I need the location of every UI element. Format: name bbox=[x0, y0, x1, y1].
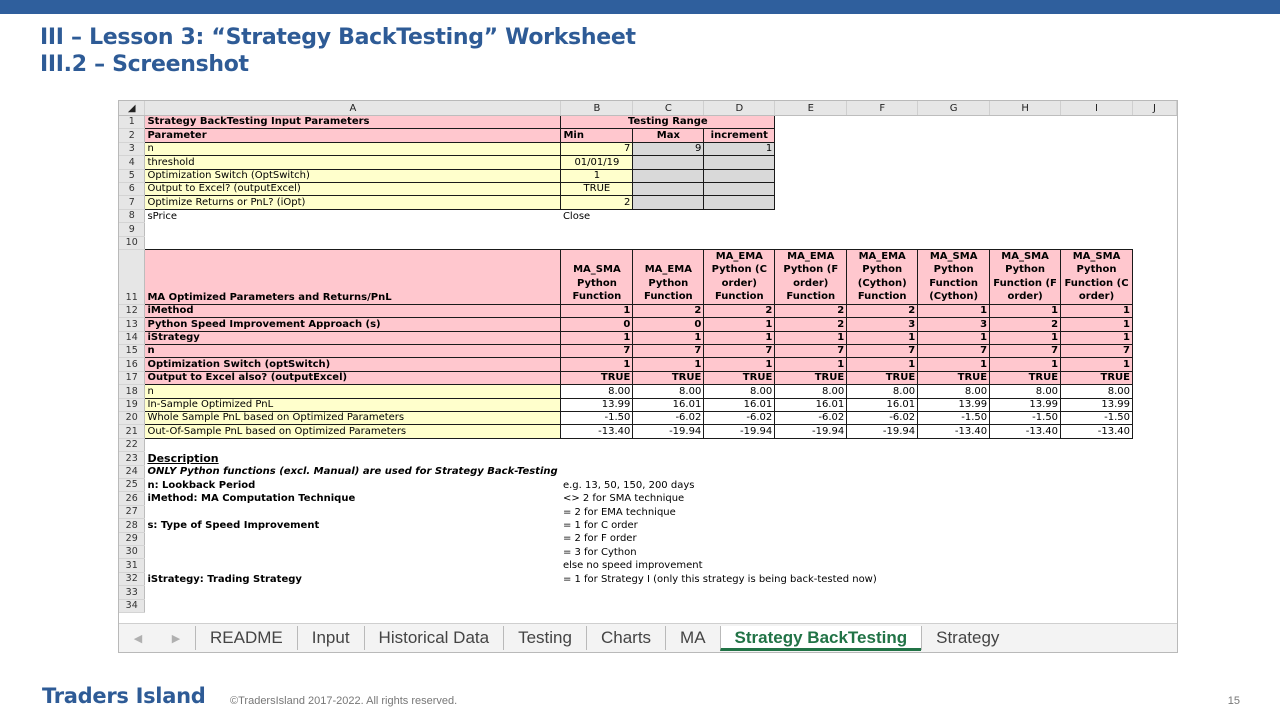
cell[interactable]: 1 bbox=[918, 331, 990, 344]
cell[interactable]: Min bbox=[561, 129, 633, 142]
sheet-row bbox=[119, 249, 1177, 304]
cell[interactable]: TRUE bbox=[561, 182, 633, 195]
sheet-row bbox=[119, 129, 1177, 142]
row-header[interactable]: 23 bbox=[119, 452, 145, 465]
cell[interactable] bbox=[145, 559, 561, 572]
cell[interactable]: = 3 for Cython bbox=[562, 546, 637, 558]
cell[interactable]: n bbox=[145, 345, 561, 358]
row-header[interactable]: 28 bbox=[119, 519, 145, 532]
cell[interactable]: 1 bbox=[561, 331, 633, 344]
row-header[interactable]: 2 bbox=[119, 129, 145, 142]
cell[interactable]: 7 bbox=[918, 345, 990, 358]
row-header[interactable]: 5 bbox=[119, 169, 145, 182]
cell[interactable]: MA_EMA Python (Cython) Function bbox=[847, 249, 918, 304]
sheet-row bbox=[119, 304, 1177, 317]
cell[interactable]: 7 bbox=[561, 345, 633, 358]
sheet-row bbox=[119, 385, 1177, 398]
brand-logo-text: Traders Island bbox=[42, 684, 206, 708]
cell[interactable]: -19.94 bbox=[775, 425, 847, 438]
row-header[interactable]: 24 bbox=[119, 465, 145, 478]
sheet-row bbox=[119, 478, 1177, 491]
row-header[interactable]: 27 bbox=[119, 505, 145, 518]
cell[interactable]: = 1 for C order bbox=[562, 520, 638, 532]
sheet-row bbox=[119, 358, 1177, 371]
tab-ma[interactable]: MA bbox=[665, 626, 720, 650]
cell[interactable]: Optimization Switch (OptSwitch) bbox=[145, 169, 561, 182]
cell[interactable]: 1 bbox=[633, 358, 704, 371]
column-header[interactable]: C bbox=[633, 101, 704, 116]
tab-readme[interactable]: README bbox=[195, 626, 297, 650]
row-header[interactable]: 14 bbox=[119, 331, 145, 344]
cell[interactable]: -19.94 bbox=[847, 425, 918, 438]
column-header-row bbox=[119, 101, 1177, 116]
sheet-row bbox=[119, 156, 1177, 169]
cell[interactable]: s: Type of Speed Improvement bbox=[147, 520, 320, 532]
cell[interactable]: 7 bbox=[633, 345, 704, 358]
cell[interactable]: 1 bbox=[847, 358, 918, 371]
cell[interactable]: -13.40 bbox=[990, 425, 1061, 438]
cell[interactable]: Optimize Returns or PnL? (iOpt) bbox=[145, 196, 561, 209]
cell[interactable]: Out-Of-Sample PnL based on Optimized Parameters bbox=[145, 425, 561, 438]
cell[interactable]: -13.40 bbox=[918, 425, 990, 438]
cell[interactable]: 8.00 bbox=[561, 385, 633, 398]
cell[interactable]: = 2 for EMA technique bbox=[562, 506, 676, 518]
cell[interactable]: 13.99 bbox=[561, 398, 633, 411]
tab-strategy-backtesting[interactable]: Strategy BackTesting bbox=[720, 626, 922, 651]
cell[interactable]: iStrategy: Trading Strategy bbox=[147, 573, 302, 585]
cell[interactable]: 1 bbox=[704, 142, 775, 155]
cell[interactable]: MA_SMA Python Function (F order) bbox=[990, 249, 1061, 304]
cell[interactable]: MA_SMA Python Function (C order) bbox=[1061, 249, 1133, 304]
slide-title: III – Lesson 3: “Strategy BackTesting” Worksheet bbox=[40, 25, 636, 50]
cell[interactable]: 2 bbox=[633, 304, 704, 317]
cell[interactable]: 13.99 bbox=[918, 398, 990, 411]
cell[interactable]: 8.00 bbox=[704, 385, 775, 398]
column-header[interactable]: D bbox=[704, 101, 775, 116]
row-header[interactable]: 10 bbox=[119, 236, 145, 249]
cell[interactable]: -6.02 bbox=[847, 412, 918, 425]
row-header[interactable]: 32 bbox=[119, 572, 145, 585]
sheet-row bbox=[119, 142, 1177, 155]
cell[interactable]: n bbox=[145, 142, 561, 155]
sheet-row bbox=[119, 209, 1177, 222]
copyright-notice: ©TradersIsland 2017-2022. All rights reserved. bbox=[230, 695, 458, 707]
cell[interactable]: n bbox=[145, 385, 561, 398]
cell[interactable]: 7 bbox=[775, 345, 847, 358]
row-header[interactable]: 18 bbox=[119, 385, 145, 398]
cell[interactable]: Python Speed Improvement Approach (s) bbox=[145, 318, 561, 331]
sheet-tab-bar bbox=[119, 623, 1177, 652]
cell[interactable]: 0 bbox=[633, 318, 704, 331]
sheet-row bbox=[119, 116, 1177, 129]
cell[interactable]: -13.40 bbox=[561, 425, 633, 438]
sheet-row bbox=[119, 505, 1177, 518]
sheet-row bbox=[119, 196, 1177, 209]
cell[interactable]: 1 bbox=[918, 304, 990, 317]
cell[interactable]: -13.40 bbox=[1061, 425, 1133, 438]
row-header[interactable]: 13 bbox=[119, 318, 145, 331]
slide-subtitle: III.2 – Screenshot bbox=[40, 52, 249, 77]
cell[interactable]: iMethod bbox=[145, 304, 561, 317]
cell[interactable] bbox=[145, 545, 561, 558]
row-header[interactable]: 25 bbox=[119, 478, 145, 491]
cell[interactable]: Testing Range bbox=[561, 116, 775, 129]
cell[interactable]: Output to Excel also? (outputExcel) bbox=[145, 371, 561, 384]
row-header[interactable]: 21 bbox=[119, 425, 145, 438]
cell[interactable]: TRUE bbox=[775, 371, 847, 384]
sheet-row bbox=[119, 345, 1177, 358]
sheet-row bbox=[119, 236, 1177, 249]
cell[interactable]: TRUE bbox=[1061, 371, 1133, 384]
cell[interactable] bbox=[633, 196, 704, 209]
column-header[interactable]: F bbox=[847, 101, 918, 116]
cell[interactable]: 1 bbox=[704, 318, 775, 331]
column-header[interactable]: H bbox=[990, 101, 1061, 116]
cell[interactable] bbox=[633, 156, 704, 169]
cell[interactable]: 2 bbox=[775, 304, 847, 317]
tab-testing[interactable]: Testing bbox=[503, 626, 586, 650]
cell[interactable]: 1 bbox=[775, 331, 847, 344]
cell[interactable]: 1 bbox=[561, 169, 633, 182]
cell[interactable]: 1 bbox=[633, 331, 704, 344]
cell[interactable]: 1 bbox=[990, 358, 1061, 371]
row-header[interactable]: 8 bbox=[119, 209, 145, 222]
cell[interactable]: 1 bbox=[704, 358, 775, 371]
cell[interactable]: 8.00 bbox=[1061, 385, 1133, 398]
cell[interactable]: 13.99 bbox=[990, 398, 1061, 411]
row-header[interactable]: 6 bbox=[119, 182, 145, 195]
cell[interactable]: TRUE bbox=[990, 371, 1061, 384]
column-header[interactable]: J bbox=[1132, 101, 1176, 116]
row-header[interactable]: 19 bbox=[119, 398, 145, 411]
tab-input[interactable]: Input bbox=[297, 626, 364, 650]
cell[interactable]: 1 bbox=[918, 358, 990, 371]
tab-strategy[interactable]: Strategy bbox=[921, 626, 1013, 650]
cell[interactable]: 1 bbox=[704, 331, 775, 344]
cell[interactable]: iMethod: MA Computation Technique bbox=[147, 493, 356, 505]
cell[interactable]: 8.00 bbox=[918, 385, 990, 398]
cell[interactable]: 1 bbox=[1061, 318, 1133, 331]
cell[interactable]: TRUE bbox=[704, 371, 775, 384]
cell[interactable] bbox=[704, 196, 775, 209]
row-header[interactable]: 29 bbox=[119, 532, 145, 545]
cell[interactable]: Description bbox=[147, 452, 219, 466]
cell[interactable]: 8.00 bbox=[633, 385, 704, 398]
cell[interactable] bbox=[704, 169, 775, 182]
sheet-row bbox=[119, 398, 1177, 411]
cell[interactable]: = 1 for Strategy I (only this strategy is being back-tested now) bbox=[562, 573, 877, 585]
cell[interactable]: ONLY Python functions (excl. Manual) are used for Strategy Back-Testing bbox=[147, 466, 558, 478]
cell[interactable] bbox=[145, 532, 561, 545]
scroll-tabs-right-icon[interactable]: ▶ bbox=[171, 632, 181, 645]
sheet-row bbox=[119, 438, 1177, 451]
cell[interactable]: MA_EMA Python Function bbox=[633, 249, 704, 304]
cell[interactable]: e.g. 13, 50, 150, 200 days bbox=[562, 479, 695, 491]
column-header[interactable]: B bbox=[561, 101, 633, 116]
worksheet-grid bbox=[119, 101, 1177, 613]
row-header[interactable]: 4 bbox=[119, 156, 145, 169]
column-header[interactable]: I bbox=[1061, 101, 1133, 116]
tab-charts[interactable]: Charts bbox=[586, 626, 665, 650]
cell[interactable]: -6.02 bbox=[704, 412, 775, 425]
column-header[interactable]: E bbox=[775, 101, 847, 116]
cell[interactable]: 13.99 bbox=[1061, 398, 1133, 411]
cell[interactable] bbox=[633, 169, 704, 182]
cell[interactable]: MA_SMA Python Function bbox=[561, 249, 633, 304]
sheet-row bbox=[119, 371, 1177, 384]
cell[interactable]: MA_EMA Python (C order) Function bbox=[704, 249, 775, 304]
column-header[interactable]: G bbox=[918, 101, 990, 116]
cell[interactable]: 2 bbox=[561, 196, 633, 209]
cell[interactable]: 1 bbox=[561, 358, 633, 371]
cell[interactable]: TRUE bbox=[561, 371, 633, 384]
row-header[interactable]: 11 bbox=[119, 249, 145, 304]
sheet-row bbox=[119, 412, 1177, 425]
scroll-tabs-left-icon[interactable]: ◀ bbox=[133, 632, 143, 645]
cell[interactable]: 2 bbox=[775, 318, 847, 331]
cell[interactable] bbox=[704, 156, 775, 169]
row-header[interactable]: 34 bbox=[119, 599, 145, 612]
cell[interactable]: 8.00 bbox=[775, 385, 847, 398]
cell[interactable]: 0 bbox=[561, 318, 633, 331]
sheet-row bbox=[119, 586, 1177, 599]
cell[interactable]: 2 bbox=[704, 304, 775, 317]
cell[interactable]: 7 bbox=[561, 142, 633, 155]
sheet-row bbox=[119, 572, 1177, 585]
row-header[interactable]: 12 bbox=[119, 304, 145, 317]
row-header[interactable]: 15 bbox=[119, 345, 145, 358]
spreadsheet-window bbox=[118, 100, 1178, 653]
cell[interactable]: 16.01 bbox=[633, 398, 704, 411]
cell[interactable]: 7 bbox=[990, 345, 1061, 358]
cell[interactable]: -19.94 bbox=[704, 425, 775, 438]
sheet-row bbox=[119, 169, 1177, 182]
row-header[interactable]: 17 bbox=[119, 371, 145, 384]
cell[interactable]: 01/01/19 bbox=[561, 156, 633, 169]
row-header[interactable]: 31 bbox=[119, 559, 145, 572]
cell[interactable]: iStrategy bbox=[145, 331, 561, 344]
cell[interactable]: 7 bbox=[1061, 345, 1133, 358]
cell[interactable]: In-Sample Optimized PnL bbox=[145, 398, 561, 411]
cell[interactable]: MA_EMA Python (F order) Function bbox=[775, 249, 847, 304]
sheet-row bbox=[119, 465, 1177, 478]
sheet-row bbox=[119, 425, 1177, 438]
cell[interactable]: 2 bbox=[990, 318, 1061, 331]
row-header[interactable]: 26 bbox=[119, 492, 145, 505]
cell[interactable]: 3 bbox=[918, 318, 990, 331]
sheet-row bbox=[119, 532, 1177, 545]
cell[interactable]: -19.94 bbox=[633, 425, 704, 438]
row-header[interactable]: 7 bbox=[119, 196, 145, 209]
cell[interactable]: sPrice bbox=[147, 210, 178, 222]
cell[interactable]: -6.02 bbox=[633, 412, 704, 425]
cell[interactable]: 16.01 bbox=[704, 398, 775, 411]
top-accent-bar bbox=[0, 0, 1280, 14]
cell[interactable]: 2 bbox=[847, 304, 918, 317]
row-header[interactable]: 16 bbox=[119, 358, 145, 371]
row-header[interactable]: 1 bbox=[119, 116, 145, 129]
cell[interactable]: increment bbox=[704, 129, 775, 142]
cell[interactable] bbox=[145, 505, 561, 518]
row-header[interactable]: 20 bbox=[119, 412, 145, 425]
cell[interactable]: TRUE bbox=[633, 371, 704, 384]
cell[interactable] bbox=[633, 182, 704, 195]
cell[interactable]: Close bbox=[562, 210, 591, 222]
row-header[interactable]: 3 bbox=[119, 142, 145, 155]
cell[interactable]: Whole Sample PnL based on Optimized Parameters bbox=[145, 412, 561, 425]
cell[interactable]: MA_SMA Python Function (Cython) bbox=[918, 249, 990, 304]
cell[interactable]: MA Optimized Parameters and Returns/PnL bbox=[145, 249, 561, 304]
cell[interactable]: 1 bbox=[775, 358, 847, 371]
cell[interactable]: Parameter bbox=[145, 129, 561, 142]
row-header[interactable]: 22 bbox=[119, 438, 145, 451]
cell[interactable]: -1.50 bbox=[918, 412, 990, 425]
cell[interactable]: TRUE bbox=[918, 371, 990, 384]
cell[interactable]: Output to Excel? (outputExcel) bbox=[145, 182, 561, 195]
cell[interactable]: threshold bbox=[145, 156, 561, 169]
cell[interactable]: 3 bbox=[847, 318, 918, 331]
sheet-row bbox=[119, 492, 1177, 505]
cell[interactable]: 7 bbox=[704, 345, 775, 358]
cell[interactable]: 1 bbox=[990, 331, 1061, 344]
row-header[interactable]: 33 bbox=[119, 586, 145, 599]
cell[interactable]: n: Lookback Period bbox=[147, 479, 256, 491]
cell[interactable]: = 2 for F order bbox=[562, 533, 637, 545]
sheet-row bbox=[119, 559, 1177, 572]
cell[interactable] bbox=[704, 182, 775, 195]
sheet-row bbox=[119, 318, 1177, 331]
cell[interactable]: 16.01 bbox=[775, 398, 847, 411]
row-header[interactable]: 9 bbox=[119, 223, 145, 236]
sheet-row bbox=[119, 519, 1177, 532]
cell[interactable]: 1 bbox=[1061, 358, 1133, 371]
sheet-row bbox=[119, 223, 1177, 236]
column-header[interactable]: A bbox=[145, 101, 561, 116]
cell[interactable]: TRUE bbox=[847, 371, 918, 384]
sheet-row bbox=[119, 545, 1177, 558]
cell[interactable]: 1 bbox=[1061, 304, 1133, 317]
cell[interactable]: <> 2 for SMA technique bbox=[562, 493, 685, 505]
cell[interactable]: -6.02 bbox=[775, 412, 847, 425]
cell[interactable]: Strategy BackTesting Input Parameters bbox=[145, 116, 561, 129]
cell[interactable]: 8.00 bbox=[847, 385, 918, 398]
cell[interactable]: 1 bbox=[561, 304, 633, 317]
page-number: 15 bbox=[1227, 695, 1240, 707]
sheet-row bbox=[119, 452, 1177, 465]
sheet-row bbox=[119, 599, 1177, 612]
sheet-row bbox=[119, 182, 1177, 195]
row-header[interactable]: 30 bbox=[119, 545, 145, 558]
cell[interactable]: 1 bbox=[847, 331, 918, 344]
tab-historical-data[interactable]: Historical Data bbox=[364, 626, 504, 650]
cell[interactable]: Max bbox=[633, 129, 704, 142]
cell[interactable]: 8.00 bbox=[990, 385, 1061, 398]
cell[interactable]: 1 bbox=[1061, 331, 1133, 344]
cell[interactable]: -1.50 bbox=[1061, 412, 1133, 425]
cell[interactable]: 7 bbox=[847, 345, 918, 358]
cell[interactable]: 1 bbox=[990, 304, 1061, 317]
cell[interactable]: else no speed improvement bbox=[562, 560, 703, 572]
select-all-corner[interactable]: ◢ bbox=[119, 101, 145, 116]
cell[interactable]: 16.01 bbox=[847, 398, 918, 411]
cell[interactable]: Optimization Switch (optSwitch) bbox=[145, 358, 561, 371]
cell[interactable]: -1.50 bbox=[990, 412, 1061, 425]
cell[interactable]: -1.50 bbox=[561, 412, 633, 425]
sheet-row bbox=[119, 331, 1177, 344]
cell[interactable]: 9 bbox=[633, 142, 704, 155]
